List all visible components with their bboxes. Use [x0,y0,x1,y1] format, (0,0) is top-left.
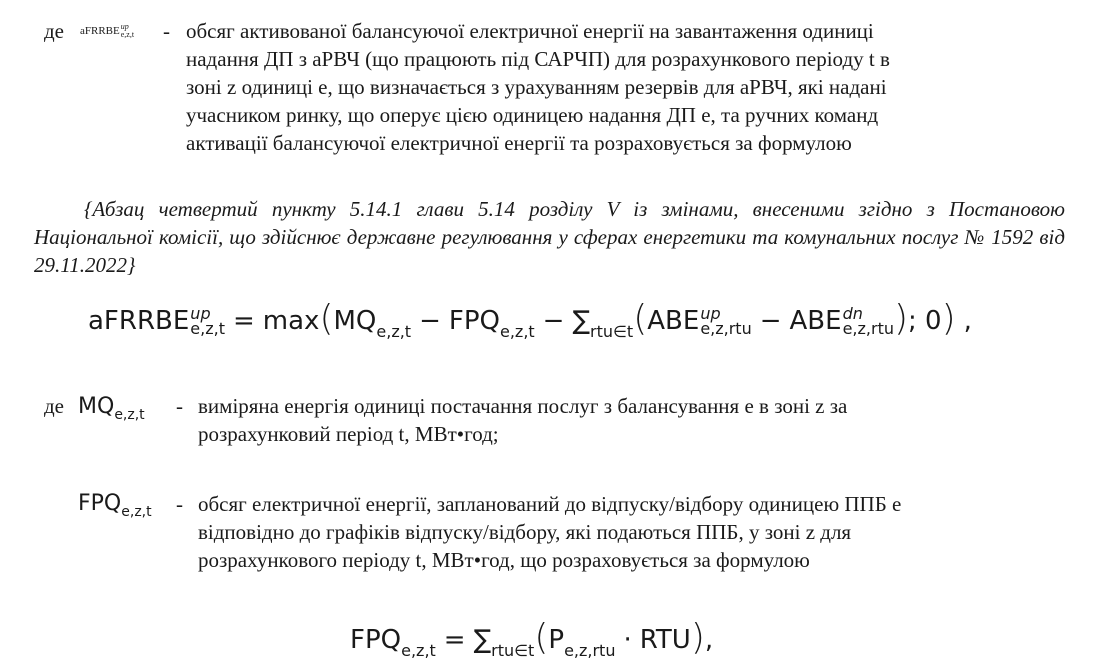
text-line: надання ДП з аРВЧ (що працюють під САРЧП) для розрахункового періоду t в [186,47,890,71]
zero-argument: ; 0 [908,306,942,336]
max-function: max [262,306,320,336]
definition-text [186,17,890,157]
p-term: $P_{e,z,rtu}$ [548,625,616,660]
afrrbe-symbol: aFRRBE up e,z,t [80,22,135,40]
text-line: зоні z одиниці e, що визначається з урахуванням резервів для аРВЧ, які надані [186,75,887,99]
text-line: учасником ринку, що оперує цією одиницею надання ДП e, та ручних команд [186,103,879,127]
rtu-term: RTU [639,625,691,655]
definition-text [198,490,901,574]
sum-term: $\sum_{rtu\in t}$ [572,306,634,341]
minus-sign: − [419,306,441,336]
definition-dash: - [176,394,183,418]
formula-comma: , [963,306,972,336]
formula-lhs: aFRRBE up e,z,t [88,304,225,339]
mq-symbol: $MQ_{e,z,t}$ [78,394,145,423]
close-paren: ) [893,298,909,339]
open-paren: ( [633,298,648,339]
open-paren: ( [534,617,549,658]
open-paren: ( [319,298,334,339]
multiply-dot: · [623,625,632,655]
text-line: відповідно до графіків відпуску/відбору, які подаються ППБ, у зоні z для [198,520,852,544]
mq-term: $MQ_{e,z,t}$ [333,306,412,341]
amendment-note: {Абзац четвертий пункту 5.14.1 глави 5.14 розділу V із змінами, внесеними згідно з Постановою Національної комісії, що здійснює державне регулювання у сферах енергетики та комунальних послуг № 1592 від 29.11.2022} [34,197,1065,277]
de-label: де [44,19,65,43]
definition-text [198,392,847,448]
definition-dash: - [176,492,183,516]
equals-sign: = [232,306,255,336]
fpq-term: $FPQ_{e,z,t}$ [448,306,535,341]
minus-sign: − [542,306,565,336]
close-paren: ) [941,298,956,339]
formula-lhs: $FPQ_{e,z,t}$ [350,625,436,660]
text-line: обсяг активованої балансуючої електричної енергії на завантаження одиниці [186,19,874,43]
text-line: розрахункового періоду t, МВт•год, що розраховується за формулою [198,548,810,572]
text-line: виміряна енергія одиниці постачання послуг з балансування e в зоні z за [198,394,848,418]
fpq-symbol: $FPQ_{e,z,t}$ [78,491,152,520]
close-paren: ) [690,617,705,658]
abe-up-term: ABE up e,z,rtu [647,304,752,339]
equals-sign: = [443,625,466,655]
text-line: розрахунковий період t, МВт•год; [198,422,499,446]
text-line: активації балансуючої електричної енергії та розраховується за формулою [186,131,852,155]
text-line: обсяг електричної енергії, запланований до відпуску/відбору одиницею ППБ e [198,492,902,516]
formula-fpq [350,618,713,662]
sum-term: $\sum_{rtu\in t}$ [473,625,535,660]
definition-dash: - [163,19,170,43]
minus-sign: − [759,306,782,336]
formula-afrrbe [88,296,972,346]
abe-dn-term: ABE dn e,z,rtu [789,304,894,339]
de-label: де [44,394,65,418]
formula-comma: , [704,625,714,655]
